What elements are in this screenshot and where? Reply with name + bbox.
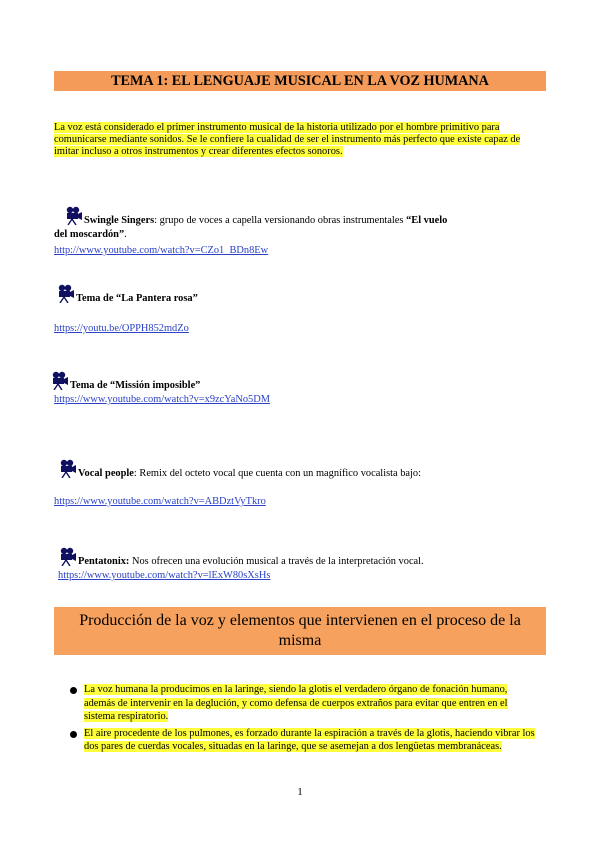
list-item [70,727,540,754]
entry-swingle-singers [54,205,554,258]
bullet-dot-icon [70,687,77,694]
movie-camera-icon [58,458,78,478]
entry-period: . [124,229,127,240]
entry-name: Tema de “Missión imposible” [70,380,201,391]
movie-camera-icon [58,546,78,566]
section-heading-line-1: Producción de la voz y elementos que intervienen en el proceso de la [79,612,521,629]
entry-name: Pentatonix: [78,556,130,567]
list-item-text: La voz humana la producimos en la laringe, siendo la glotis el verdadero órgano de fonación humano, además de intervenir en la deglución, y como defensa de cuerpos extraños para evitar que entren en el sistema respiratorio. [84,684,508,722]
entry-link[interactable]: https://www.youtube.com/watch?v=ABDztVyTkro [54,496,266,507]
list-item-text: El aire procedente de los pulmones, es forzado durante la espiración a través de la glotis, haciendo vibrar los dos pares de cuerdas vocales, situadas en la laringe, que se asemejan a dos lengüetas membranáceas. [84,727,535,752]
bullet-list [70,683,540,757]
entry-pantera-rosa [54,283,554,336]
page-number: 1 [297,786,303,798]
entry-link[interactable]: https://youtu.be/OPPH852mdZo [54,323,189,334]
movie-camera-icon [50,370,70,390]
entry-pentatonix [54,546,554,583]
movie-camera-icon [56,283,76,303]
section-heading-line-2: misma [278,632,322,649]
entry-work-title-cont: del moscardón” [54,229,125,240]
entry-name: Tema de “La Pantera rosa” [76,293,198,304]
list-item [70,683,540,724]
entry-link[interactable]: https://www.youtube.com/watch?v=x9zcYaNo5DM [54,394,270,405]
entry-mission-imposible [54,370,554,407]
intro-text: La voz está considerado el primer instrumento musical de la historia utilizado por el hombre primitivo para comunicarse mediante sonidos. Se le confiere la cualidad de ser el instrumento más perfecto que existe capaz de imitar incluso a otros instrumentos y crear diferentes efectos sonoros. [54,122,521,157]
entry-description: : Remix del octeto vocal que cuenta con un magnífico vocalista bajo: [133,468,421,479]
entry-description: Nos ofrecen una evolución musical a través de la interpretación vocal. [129,556,424,567]
entry-link[interactable]: https://www.youtube.com/watch?v=lExW80sXsHs [58,570,271,581]
intro-paragraph [54,122,524,158]
movie-camera-icon [64,205,84,225]
entry-name: Vocal people [78,468,134,479]
page-title: TEMA 1: EL LENGUAJE MUSICAL EN LA VOZ HUMANA [54,71,546,91]
entry-link[interactable]: http://www.youtube.com/watch?v=CZo1_BDn8Ew [54,245,269,256]
entry-vocal-people [54,458,554,509]
entry-work-title: “El vuelo [406,215,448,226]
entry-name: Swingle Singers [84,215,155,226]
section-heading [54,607,546,655]
bullet-dot-icon [70,731,77,738]
entry-description: : grupo de voces a capella versionando obras instrumentales [154,215,407,226]
